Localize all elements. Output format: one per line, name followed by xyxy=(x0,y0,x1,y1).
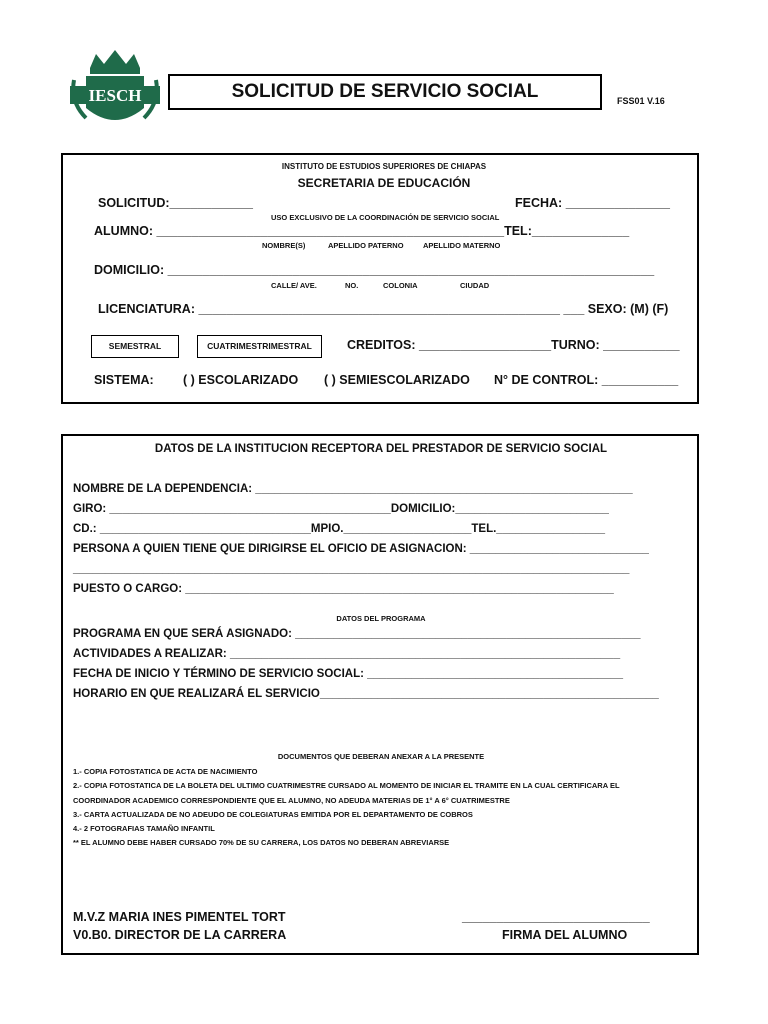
escolarizado-option[interactable]: ( ) ESCOLARIZADO xyxy=(183,373,299,387)
actividades-field[interactable]: ACTIVIDADES A REALIZAR: _____________________________________________________________ xyxy=(73,648,621,660)
firma-alumno-label: FIRMA DEL ALUMNO xyxy=(502,928,628,942)
semiescolarizado-option[interactable]: ( ) SEMIESCOLARIZADO xyxy=(324,373,470,387)
dom-sub-no: NO. xyxy=(345,281,359,290)
alumno-field[interactable]: ALUMNO: __________________________________________________TEL:______________ xyxy=(94,224,630,238)
form-code: FSS01 V.16 xyxy=(617,96,665,106)
student-section xyxy=(61,153,699,404)
doc-item-5: ** EL ALUMNO DEBE HABER CURSADO 70% DE SU CARRERA, LOS DATOS NO DEBERAN ABREVIARSE xyxy=(73,838,450,847)
signer-name: M.V.Z MARIA INES PIMENTEL TORT xyxy=(73,910,286,924)
dom-sub-ciudad: CIUDAD xyxy=(460,281,490,290)
datos-programa-heading: DATOS DEL PROGRAMA xyxy=(336,614,426,623)
dom-sub-colonia: COLONIA xyxy=(383,281,418,290)
alumno-sub-nombre: NOMBRE(S) xyxy=(262,241,306,250)
institute-name: INSTITUTO DE ESTUDIOS SUPERIORES DE CHIAPAS xyxy=(281,162,487,171)
signature-line[interactable]: ___________________________ xyxy=(462,910,650,924)
horario-field[interactable]: HORARIO EN QUE REALIZARÁ EL SERVICIO_____________________________________________________ xyxy=(73,688,659,700)
control-field[interactable]: N° DE CONTROL: ___________ xyxy=(494,373,679,387)
dom-sub-calle: CALLE/ AVE. xyxy=(271,281,317,290)
alumno-sub-paterno: APELLIDO PATERNO xyxy=(328,241,404,250)
nombre-dependencia-field[interactable]: NOMBRE DE LA DEPENDENCIA: ___________________________________________________________ xyxy=(73,483,633,495)
cuatrimestral-box[interactable]: CUATRIMESTRIMESTRAL xyxy=(197,335,322,358)
signer-role: V0.B0. DIRECTOR DE LA CARRERA xyxy=(73,928,287,942)
creditos-field[interactable]: CREDITOS: ___________________TURNO: ___________ xyxy=(347,338,680,352)
form-title: SOLICITUD DE SERVICIO SOCIAL xyxy=(168,74,602,110)
persona-line2[interactable]: _______________________________________________________________________________________ xyxy=(73,563,630,575)
doc-item-2b: COORDINADOR ACADEMICO CORRESPONDIENTE QUE EL ALUMNO, NO ADEUDA MATERIAS DE 1° A 6° CUATRIMESTRE xyxy=(73,796,510,805)
uso-exclusivo-note: USO EXCLUSIVO DE LA COORDINACIÓN DE SERVICIO SOCIAL xyxy=(271,213,500,222)
fecha-inicio-field[interactable]: FECHA DE INICIO Y TÉRMINO DE SERVICIO SOCIAL: ________________________________________ xyxy=(73,668,623,680)
doc-item-1: 1.- COPIA FOTOSTATICA DE ACTA DE NACIMIENTO xyxy=(73,767,258,776)
doc-item-3: 3.- CARTA ACTUALIZADA DE NO ADEUDO DE COLEGIATURAS EMITIDA POR EL DEPARTAMENTO DE COBROS xyxy=(73,810,473,819)
sistema-label: SISTEMA: xyxy=(94,373,154,387)
cd-field[interactable]: CD.: _________________________________MPIO.____________________TEL._________________ xyxy=(73,523,606,535)
section2-title: DATOS DE LA INSTITUCION RECEPTORA DEL PRESTADOR DE SERVICIO SOCIAL xyxy=(154,443,608,455)
solicitud-field[interactable]: SOLICITUD:____________ xyxy=(98,196,253,210)
semestral-box[interactable]: SEMESTRAL xyxy=(91,335,179,358)
documentos-title: DOCUMENTOS QUE DEBERAN ANEXAR A LA PRESENTE xyxy=(277,752,485,761)
secretaria: SECRETARIA DE EDUCACIÓN xyxy=(297,176,471,190)
licenciatura-field[interactable]: LICENCIATURA: ____________________________________________________ ___ SEXO: (M) (F) xyxy=(98,302,669,316)
puesto-field[interactable]: PUESTO O CARGO: ___________________________________________________________________ xyxy=(73,583,614,595)
persona-field[interactable]: PERSONA A QUIEN TIENE QUE DIRIGIRSE EL OFICIO DE ASIGNACION: ____________________________ xyxy=(73,543,649,555)
iesch-logo xyxy=(68,46,162,136)
doc-item-4: 4.- 2 FOTOGRAFIAS TAMAÑO INFANTIL xyxy=(73,824,215,833)
logo-text: IESCH xyxy=(88,86,142,105)
fecha-field[interactable]: FECHA: _______________ xyxy=(515,196,670,210)
giro-field[interactable]: GIRO: ____________________________________________DOMICILIO:________________________ xyxy=(73,503,609,515)
doc-item-2: 2.- COPIA FOTOSTATICA DE LA BOLETA DEL ULTIMO CUATRIMESTRE CURSADO AL MOMENTO DE INICIAR EL TRAMITE EN LA CUAL CERTIFICARA EL xyxy=(73,781,620,790)
alumno-sub-materno: APELLIDO MATERNO xyxy=(423,241,501,250)
programa-field[interactable]: PROGRAMA EN QUE SERÁ ASIGNADO: ______________________________________________________ xyxy=(73,628,641,640)
domicilio-field[interactable]: DOMICILIO: ______________________________________________________________________ xyxy=(94,263,655,277)
